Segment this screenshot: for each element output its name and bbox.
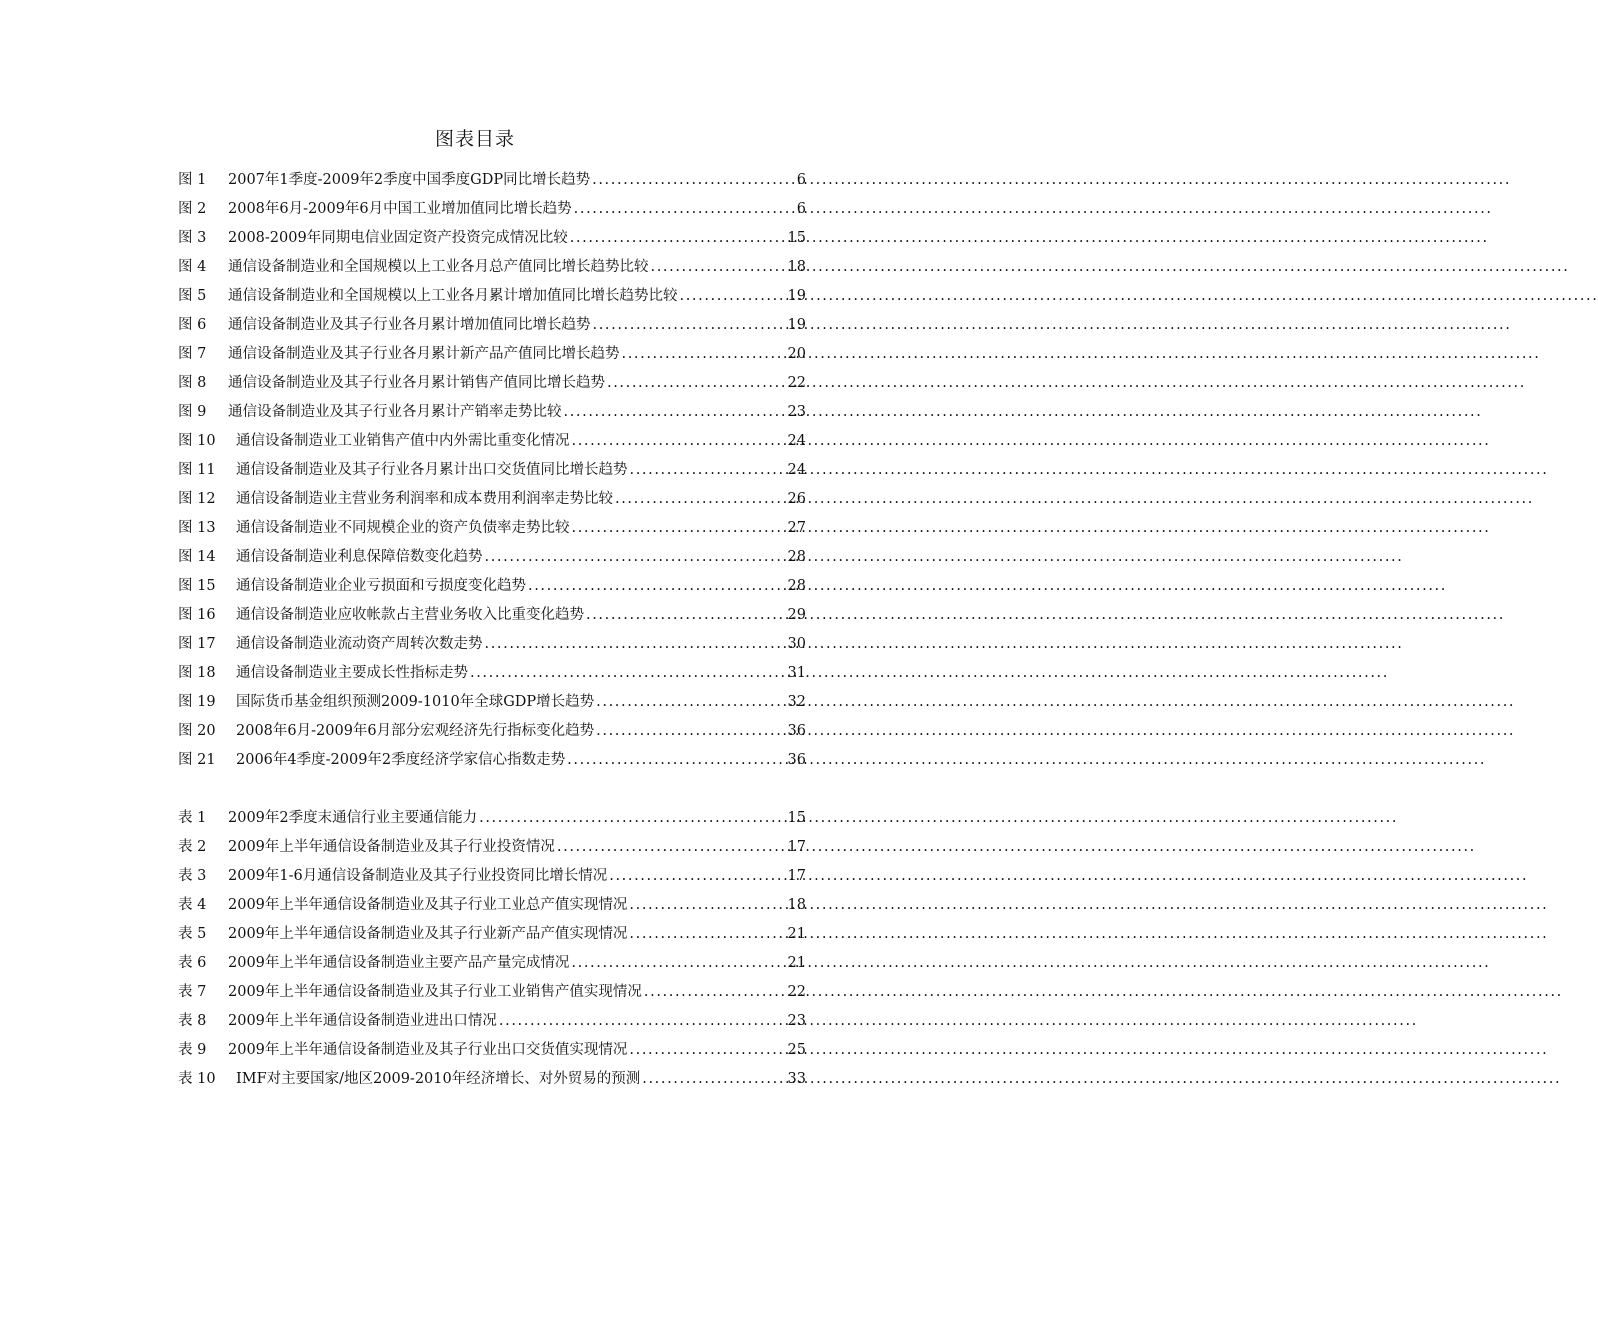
dot-leader xyxy=(568,224,788,253)
figure-entry[interactable] xyxy=(178,398,806,427)
entry-label: 图 19 xyxy=(178,694,216,710)
entry-label: 表 2 xyxy=(178,839,207,855)
dot-leader xyxy=(590,166,797,195)
entry-page-number: 28 xyxy=(787,578,806,594)
figure-entry[interactable] xyxy=(178,282,806,311)
figure-entry[interactable] xyxy=(178,195,806,224)
entry-label: 图 3 xyxy=(178,230,207,246)
entry-label: 图 15 xyxy=(178,578,216,594)
figure-entry[interactable] xyxy=(178,253,806,282)
entry-page-number: 17 xyxy=(787,868,806,884)
entry-title: 2009年上半年通信设备制造业及其子行业工业销售产值实现情况 xyxy=(228,984,642,1000)
entry-page-number: 30 xyxy=(787,636,806,652)
figure-entry[interactable] xyxy=(178,543,806,572)
dot-leader xyxy=(555,833,788,862)
table-entry[interactable] xyxy=(178,1065,806,1094)
dot-leader xyxy=(613,485,788,514)
figure-entry[interactable] xyxy=(178,427,806,456)
entry-title: 通信设备制造业主营业务利润率和成本费用利润率走势比较 xyxy=(236,491,613,507)
dot-leader xyxy=(620,340,788,369)
entry-label: 图 13 xyxy=(178,520,216,536)
entry-label: 图 12 xyxy=(178,491,216,507)
entry-page-number: 27 xyxy=(787,520,806,536)
figure-entry[interactable] xyxy=(178,601,806,630)
figure-entry[interactable] xyxy=(178,485,806,514)
dot-leader xyxy=(605,369,788,398)
dot-leader xyxy=(477,804,787,833)
dot-leader xyxy=(526,572,788,601)
dot-leader xyxy=(562,398,788,427)
table-list xyxy=(178,804,806,1094)
figure-entry[interactable] xyxy=(178,311,806,340)
entry-title: 2009年上半年通信设备制造业主要产品产量完成情况 xyxy=(228,955,570,971)
table-entry[interactable] xyxy=(178,862,806,891)
entry-page-number: 32 xyxy=(787,694,806,710)
entry-title: 国际货币基金组织预测2009-1010年全球GDP增长趋势 xyxy=(236,694,595,710)
entry-page-number: 22 xyxy=(787,375,806,391)
dot-leader xyxy=(607,862,787,891)
dot-leader xyxy=(483,630,788,659)
dot-leader xyxy=(570,427,788,456)
entry-page-number: 26 xyxy=(787,491,806,507)
entry-label: 表 8 xyxy=(178,1013,207,1029)
entry-title: 2009年上半年通信设备制造业进出口情况 xyxy=(228,1013,497,1029)
entry-label: 表 5 xyxy=(178,926,207,942)
entry-page-number: 25 xyxy=(787,1042,806,1058)
dot-leader xyxy=(497,1007,788,1036)
entry-title: 2008年6月-2009年6月部分宏观经济先行指标变化趋势 xyxy=(236,723,595,739)
entry-page-number: 21 xyxy=(787,955,806,971)
entry-page-number: 33 xyxy=(787,1071,806,1087)
dot-leader xyxy=(569,949,787,978)
entry-label: 图 4 xyxy=(178,259,207,275)
entry-label: 表 6 xyxy=(178,955,207,971)
page-title: 图表目录 xyxy=(434,128,515,150)
dot-leader xyxy=(649,253,788,282)
figure-entry[interactable] xyxy=(178,166,806,195)
entry-page-number: 23 xyxy=(787,1013,806,1029)
table-entry[interactable] xyxy=(178,804,806,833)
dot-leader xyxy=(627,1036,787,1065)
entry-title: 通信设备制造业及其子行业各月累计新产品产值同比增长趋势 xyxy=(228,346,620,362)
entry-page-number: 36 xyxy=(787,723,806,739)
dot-leader xyxy=(678,282,788,311)
dot-leader xyxy=(591,311,788,340)
figure-entry[interactable] xyxy=(178,224,806,253)
entry-label: 图 6 xyxy=(178,317,207,333)
entry-page-number: 23 xyxy=(787,404,806,420)
dot-leader xyxy=(594,688,787,717)
figure-entry[interactable] xyxy=(178,659,806,688)
entry-page-number: 15 xyxy=(787,230,806,246)
entry-title: 通信设备制造业及其子行业各月累计销售产值同比增长趋势 xyxy=(228,375,605,391)
figure-entry[interactable] xyxy=(178,746,806,775)
entry-page-number: 22 xyxy=(787,984,806,1000)
entry-page-number: 36 xyxy=(787,752,806,768)
entry-label: 图 17 xyxy=(178,636,216,652)
entry-title: 通信设备制造业利息保障倍数变化趋势 xyxy=(236,549,483,565)
figure-entry[interactable] xyxy=(178,572,806,601)
entry-title: IMF对主要国家/地区2009-2010年经济增长、对外贸易的预测 xyxy=(236,1071,641,1087)
entry-title: 2008年6月-2009年6月中国工业增加值同比增长趋势 xyxy=(228,201,572,217)
table-entry[interactable] xyxy=(178,891,806,920)
entry-title: 2009年上半年通信设备制造业及其子行业出口交货值实现情况 xyxy=(228,1042,628,1058)
entry-label: 图 8 xyxy=(178,375,207,391)
entry-title: 2009年2季度末通信行业主要通信能力 xyxy=(228,810,478,826)
entry-page-number: 6 xyxy=(796,172,806,188)
entry-title: 通信设备制造业和全国规模以上工业各月累计增加值同比增长趋势比较 xyxy=(228,288,678,304)
entry-label: 图 11 xyxy=(178,462,216,478)
entry-label: 表 4 xyxy=(178,897,207,913)
figure-entry[interactable] xyxy=(178,369,806,398)
entry-title: 通信设备制造业及其子行业各月累计产销率走势比较 xyxy=(228,404,562,420)
entry-label: 图 5 xyxy=(178,288,207,304)
figure-list xyxy=(178,166,806,775)
dot-leader xyxy=(468,659,788,688)
dot-leader xyxy=(572,195,797,224)
entry-label: 表 3 xyxy=(178,868,207,884)
figure-entry[interactable] xyxy=(178,514,806,543)
entry-title: 通信设备制造业应收帐款占主营业务收入比重变化趋势 xyxy=(236,607,584,623)
entry-page-number: 19 xyxy=(787,288,806,304)
table-entry[interactable] xyxy=(178,1007,806,1036)
dot-leader xyxy=(565,746,787,775)
entry-label: 图 2 xyxy=(178,201,207,217)
entry-title: 2009年上半年通信设备制造业及其子行业工业总产值实现情况 xyxy=(228,897,628,913)
entry-label: 图 1 xyxy=(178,172,207,188)
entry-label: 图 21 xyxy=(178,752,216,768)
entry-title: 通信设备制造业不同规模企业的资产负债率走势比较 xyxy=(236,520,570,536)
entry-page-number: 15 xyxy=(787,810,806,826)
entry-label: 表 9 xyxy=(178,1042,207,1058)
entry-title: 通信设备制造业工业销售产值中内外需比重变化情况 xyxy=(236,433,570,449)
entry-page-number: 31 xyxy=(787,665,806,681)
entry-title: 2009年上半年通信设备制造业及其子行业新产品产值实现情况 xyxy=(228,926,628,942)
entry-title: 通信设备制造业主要成长性指标走势 xyxy=(236,665,468,681)
dot-leader xyxy=(627,920,787,949)
dot-leader xyxy=(640,1065,787,1094)
entry-title: 2007年1季度-2009年2季度中国季度GDP同比增长趋势 xyxy=(228,172,591,188)
table-entry[interactable] xyxy=(178,833,806,862)
entry-title: 通信设备制造业流动资产周转次数走势 xyxy=(236,636,483,652)
entry-title: 通信设备制造业和全国规模以上工业各月总产值同比增长趋势比较 xyxy=(228,259,649,275)
entry-label: 表 1 xyxy=(178,810,207,826)
dot-leader xyxy=(627,891,787,920)
figure-entry[interactable] xyxy=(178,340,806,369)
entry-page-number: 19 xyxy=(787,317,806,333)
figure-entry[interactable] xyxy=(178,688,806,717)
entry-page-number: 24 xyxy=(787,433,806,449)
entry-page-number: 17 xyxy=(787,839,806,855)
dot-leader xyxy=(628,456,788,485)
entry-page-number: 20 xyxy=(787,346,806,362)
dot-leader xyxy=(483,543,788,572)
entry-title: 2009年1-6月通信设备制造业及其子行业投资同比增长情况 xyxy=(228,868,608,884)
dot-leader xyxy=(570,514,788,543)
entry-label: 图 16 xyxy=(178,607,216,623)
entry-page-number: 21 xyxy=(787,926,806,942)
dot-leader xyxy=(584,601,788,630)
entry-label: 图 18 xyxy=(178,665,216,681)
entry-label: 图 14 xyxy=(178,549,216,565)
entry-title: 2009年上半年通信设备制造业及其子行业投资情况 xyxy=(228,839,555,855)
figure-entry[interactable] xyxy=(178,717,806,746)
entry-label: 图 20 xyxy=(178,723,216,739)
entry-label: 表 10 xyxy=(178,1071,216,1087)
dot-leader xyxy=(594,717,787,746)
table-entry[interactable] xyxy=(178,949,806,978)
table-entry[interactable] xyxy=(178,978,806,1007)
entry-page-number: 6 xyxy=(796,201,806,217)
entry-page-number: 28 xyxy=(787,549,806,565)
entry-title: 2008-2009年同期电信业固定资产投资完成情况比较 xyxy=(228,230,568,246)
dot-leader xyxy=(642,978,788,1007)
entry-page-number: 24 xyxy=(787,462,806,478)
entry-label: 图 9 xyxy=(178,404,207,420)
entry-page-number: 29 xyxy=(787,607,806,623)
entry-page-number: 18 xyxy=(787,897,806,913)
entry-title: 通信设备制造业及其子行业各月累计增加值同比增长趋势 xyxy=(228,317,591,333)
entry-label: 表 7 xyxy=(178,984,207,1000)
figure-entry[interactable] xyxy=(178,456,806,485)
entry-page-number: 18 xyxy=(787,259,806,275)
entry-title: 通信设备制造业及其子行业各月累计出口交货值同比增长趋势 xyxy=(236,462,628,478)
figure-entry[interactable] xyxy=(178,630,806,659)
table-entry[interactable] xyxy=(178,920,806,949)
entry-label: 图 10 xyxy=(178,433,216,449)
entry-title: 2006年4季度-2009年2季度经济学家信心指数走势 xyxy=(236,752,566,768)
table-entry[interactable] xyxy=(178,1036,806,1065)
entry-title: 通信设备制造业企业亏损面和亏损度变化趋势 xyxy=(236,578,526,594)
entry-label: 图 7 xyxy=(178,346,207,362)
